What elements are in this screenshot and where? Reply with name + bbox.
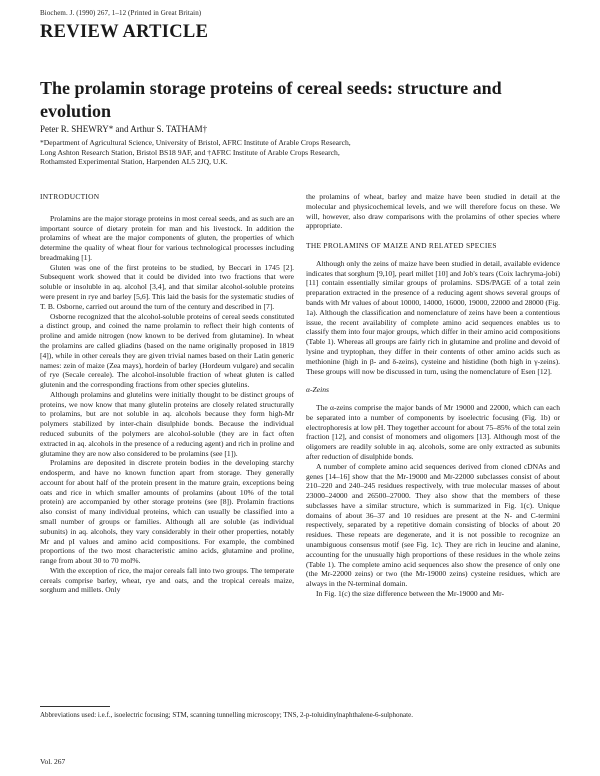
body-paragraph: With the exception of rice, the major cereals fall into two groups. The temperate cereals comprise barley, wheat, rye and oats, and the tropical cereals maize, sorghum and millets. Only — [40, 565, 294, 595]
article-type: REVIEW ARTICLE — [40, 22, 209, 42]
body-paragraph: The α-zeins comprise the major bands of Mr 19000 and 22000, which can each be separated into a number of components by isoelectric focusing (Fig. 1b) or electrophoresis at low pH. They together account for about 75–85% of the total zein fraction [12], and consist of monomers and oligomers [13]. Although most of the oligomers are readily soluble in aq. alcohols, some are only extracted as subunits after reduction of disulphide bonds. — [306, 403, 560, 461]
body-paragraph: Although prolamins and glutelins were initially thought to be distinct groups of proteins, we now know that many glutelin proteins are closely related structurally to prolamins, but are not soluble in aq. alcohols because they form high-Mr polymers stabilized by inter-chain disulphide bonds. Because the individual reduced subunits of the polymers are alcohol-soluble (they are in fact often extracted in aq. alcohols in the presence of a reducing agent) and rich in proline and glutamine they are now also considered to be prolamins (see [1]). — [40, 389, 294, 458]
body-paragraph: A number of complete amino acid sequences derived from cloned cDNAs and genes [14–16] show that the Mr-19000 and Mr-22000 subclasses consist of about 210–220 and 240–245 residues respectively, with true molecular masses of about 23000–24000 and 26500–27000. They also show that the members of these subclasses have a similar structure, which is summarized in Fig. 1(c). Unique domains of about 36–37 and 10 residues are present at the N- and C-termini respectively, separated by a repetitive domain consisting of blocks of about 20 residues. These repeats are degenerate, and it is not possible to recognize an unambiguous consensus motif (see Fig. 1c). They are rich in leucine and alanine, accounting for the unusually high proportions of these residues in the whole zeins (Table 1). The complete amino acid sequences also show the presence of only one (the Mr-22000 zeins) or two (the Mr-19000 zeins) cysteine residues, which are always in the N-terminal domain. — [306, 461, 560, 589]
section-heading-maize: THE PROLAMINS OF MAIZE AND RELATED SPECIES — [306, 241, 497, 251]
journal-header: Biochem. J. (1990) 267, 1–12 (Printed in Great Britain) — [40, 9, 202, 17]
footnote-divider — [40, 706, 110, 707]
affiliation-line: *Department of Agricultural Science, University of Bristol, AFRC Institute of Arable Crops Research, — [40, 138, 351, 147]
abbreviations-footnote: Abbreviations used: i.e.f., isoelectric focusing; STM, scanning tunnelling microscopy; TNS, 2-p-toluidinylnaphthalene-6-sulphonate. — [40, 711, 413, 719]
body-paragraph: Prolamins are deposited in discrete protein bodies in the developing starchy endosperm, and have no known function apart from storage. They generally account for about half of the protein present in the mature grain, exceptions being oats and rice in which smaller amounts of prolamins (about 10% of the total protein) are accompanied by other storage proteins (see [8]). Prolamin fractions also consist of many individual proteins, which can usually be classified into a small number of groups or families. Although all are soluble (as individual subunits) in aq. alcohols, they vary considerably in their other properties, notably Mr and pI values and amino acid compositions. For example, the combined proportions of the two most characteristic amino acids, glutamine and proline, range from about 30 to 70 mol%. — [40, 458, 294, 566]
body-paragraph: the prolamins of wheat, barley and maize have been studied in detail at the molecular and physicochemical levels, and we will therefore focus on these. We will, however, also draw comparisons with the prolamins of other species where appropriate. — [306, 192, 560, 231]
affiliation-line: Rothamsted Experimental Station, Harpenden AL5 2JQ, U.K. — [40, 157, 228, 167]
body-paragraph: Gluten was one of the first proteins to be studied, by Beccari in 1745 [2]. Subsequent work showed that it could be divided into two fractions that were soluble or insoluble in aq. alcohol [3,4], and that similar alcohol-soluble proteins were present in rye and barley [5,6]. This laid the basis for the systematic studies of T. B. Osborne, carried out around the turn of the century and described in [7]. — [40, 262, 294, 311]
volume-label: Vol. 267 — [40, 757, 66, 766]
right-column — [306, 192, 560, 682]
author-line: Peter R. SHEWRY* and Arthur S. TATHAM† — [40, 124, 208, 134]
body-paragraph: Although only the zeins of maize have been studied in detail, available evidence indicates that sorghum [9,10], pearl millet [10] and Job's tears (Coix lachryma-jobi) [11] contain essentially similar groups of prolamins. SDS/PAGE of a total zein preparation extracted in the presence of a reducing agent shows several groups of bands with Mr values of about 10000, 14000, 16000, 19000, 22000 and 28000 (Fig. 1a). Although the classification and nomenclature of zeins have been a contentious issue, the recent availability of complete amino acid sequences enables us to classify them into four major groups, which differ in their amino acid compositions (Table 1). Whereas all groups are fairly rich in glutamine and proline and devoid of lysine and tryptophan, they differ in their contents of other amino acids such as methionine (high in β- and δ-zeins), cysteine and histidine (both high in γ-zeins). These groups will now be discussed in turn, using the nomenclature of Esen [12]. — [306, 258, 560, 376]
body-paragraph: In Fig. 1(c) the size difference between the Mr-19000 and Mr- — [316, 588, 504, 598]
body-paragraph: Osborne recognized that the alcohol-soluble proteins of cereal seeds constituted a distinct group, and coined the name prolamin to reflect their high contents of proline and amide nitrogen (now known to be derived from glutamine). In wheat the prolamins are called gliadins (based on the name originally proposed in 1819 [4]), while in other cereals they are given trivial names based on their Latin generic names: zein of maize (Zea mays), hordein of barley (Hordeum vulgare) and secalin of rye (Secale cereale). The alcohol-insoluble fraction of wheat gluten is called glutenin and the corresponding fractions from other species glutelins. — [40, 311, 294, 390]
body-paragraph: Prolamins are the major storage proteins in most cereal seeds, and as such are an important source of dietary protein for man and his livestock. In addition the prolamins of wheat are the major components of gluten, the properties of which determine the quality of wheat flour for various technological processes including breadmaking [1]. — [40, 213, 294, 262]
left-column — [40, 192, 294, 680]
section-heading-introduction: INTRODUCTION — [40, 192, 100, 201]
subsection-heading-alpha-zeins: α-Zeins — [306, 385, 329, 395]
article-title: The prolamin storage proteins of cereal seeds: structure and evolution — [40, 78, 502, 121]
affiliation-line: Long Ashton Research Station, Bristol BS18 9AF, and †AFRC Institute of Arable Crops Research, — [40, 147, 340, 157]
affiliation-block — [40, 138, 560, 167]
